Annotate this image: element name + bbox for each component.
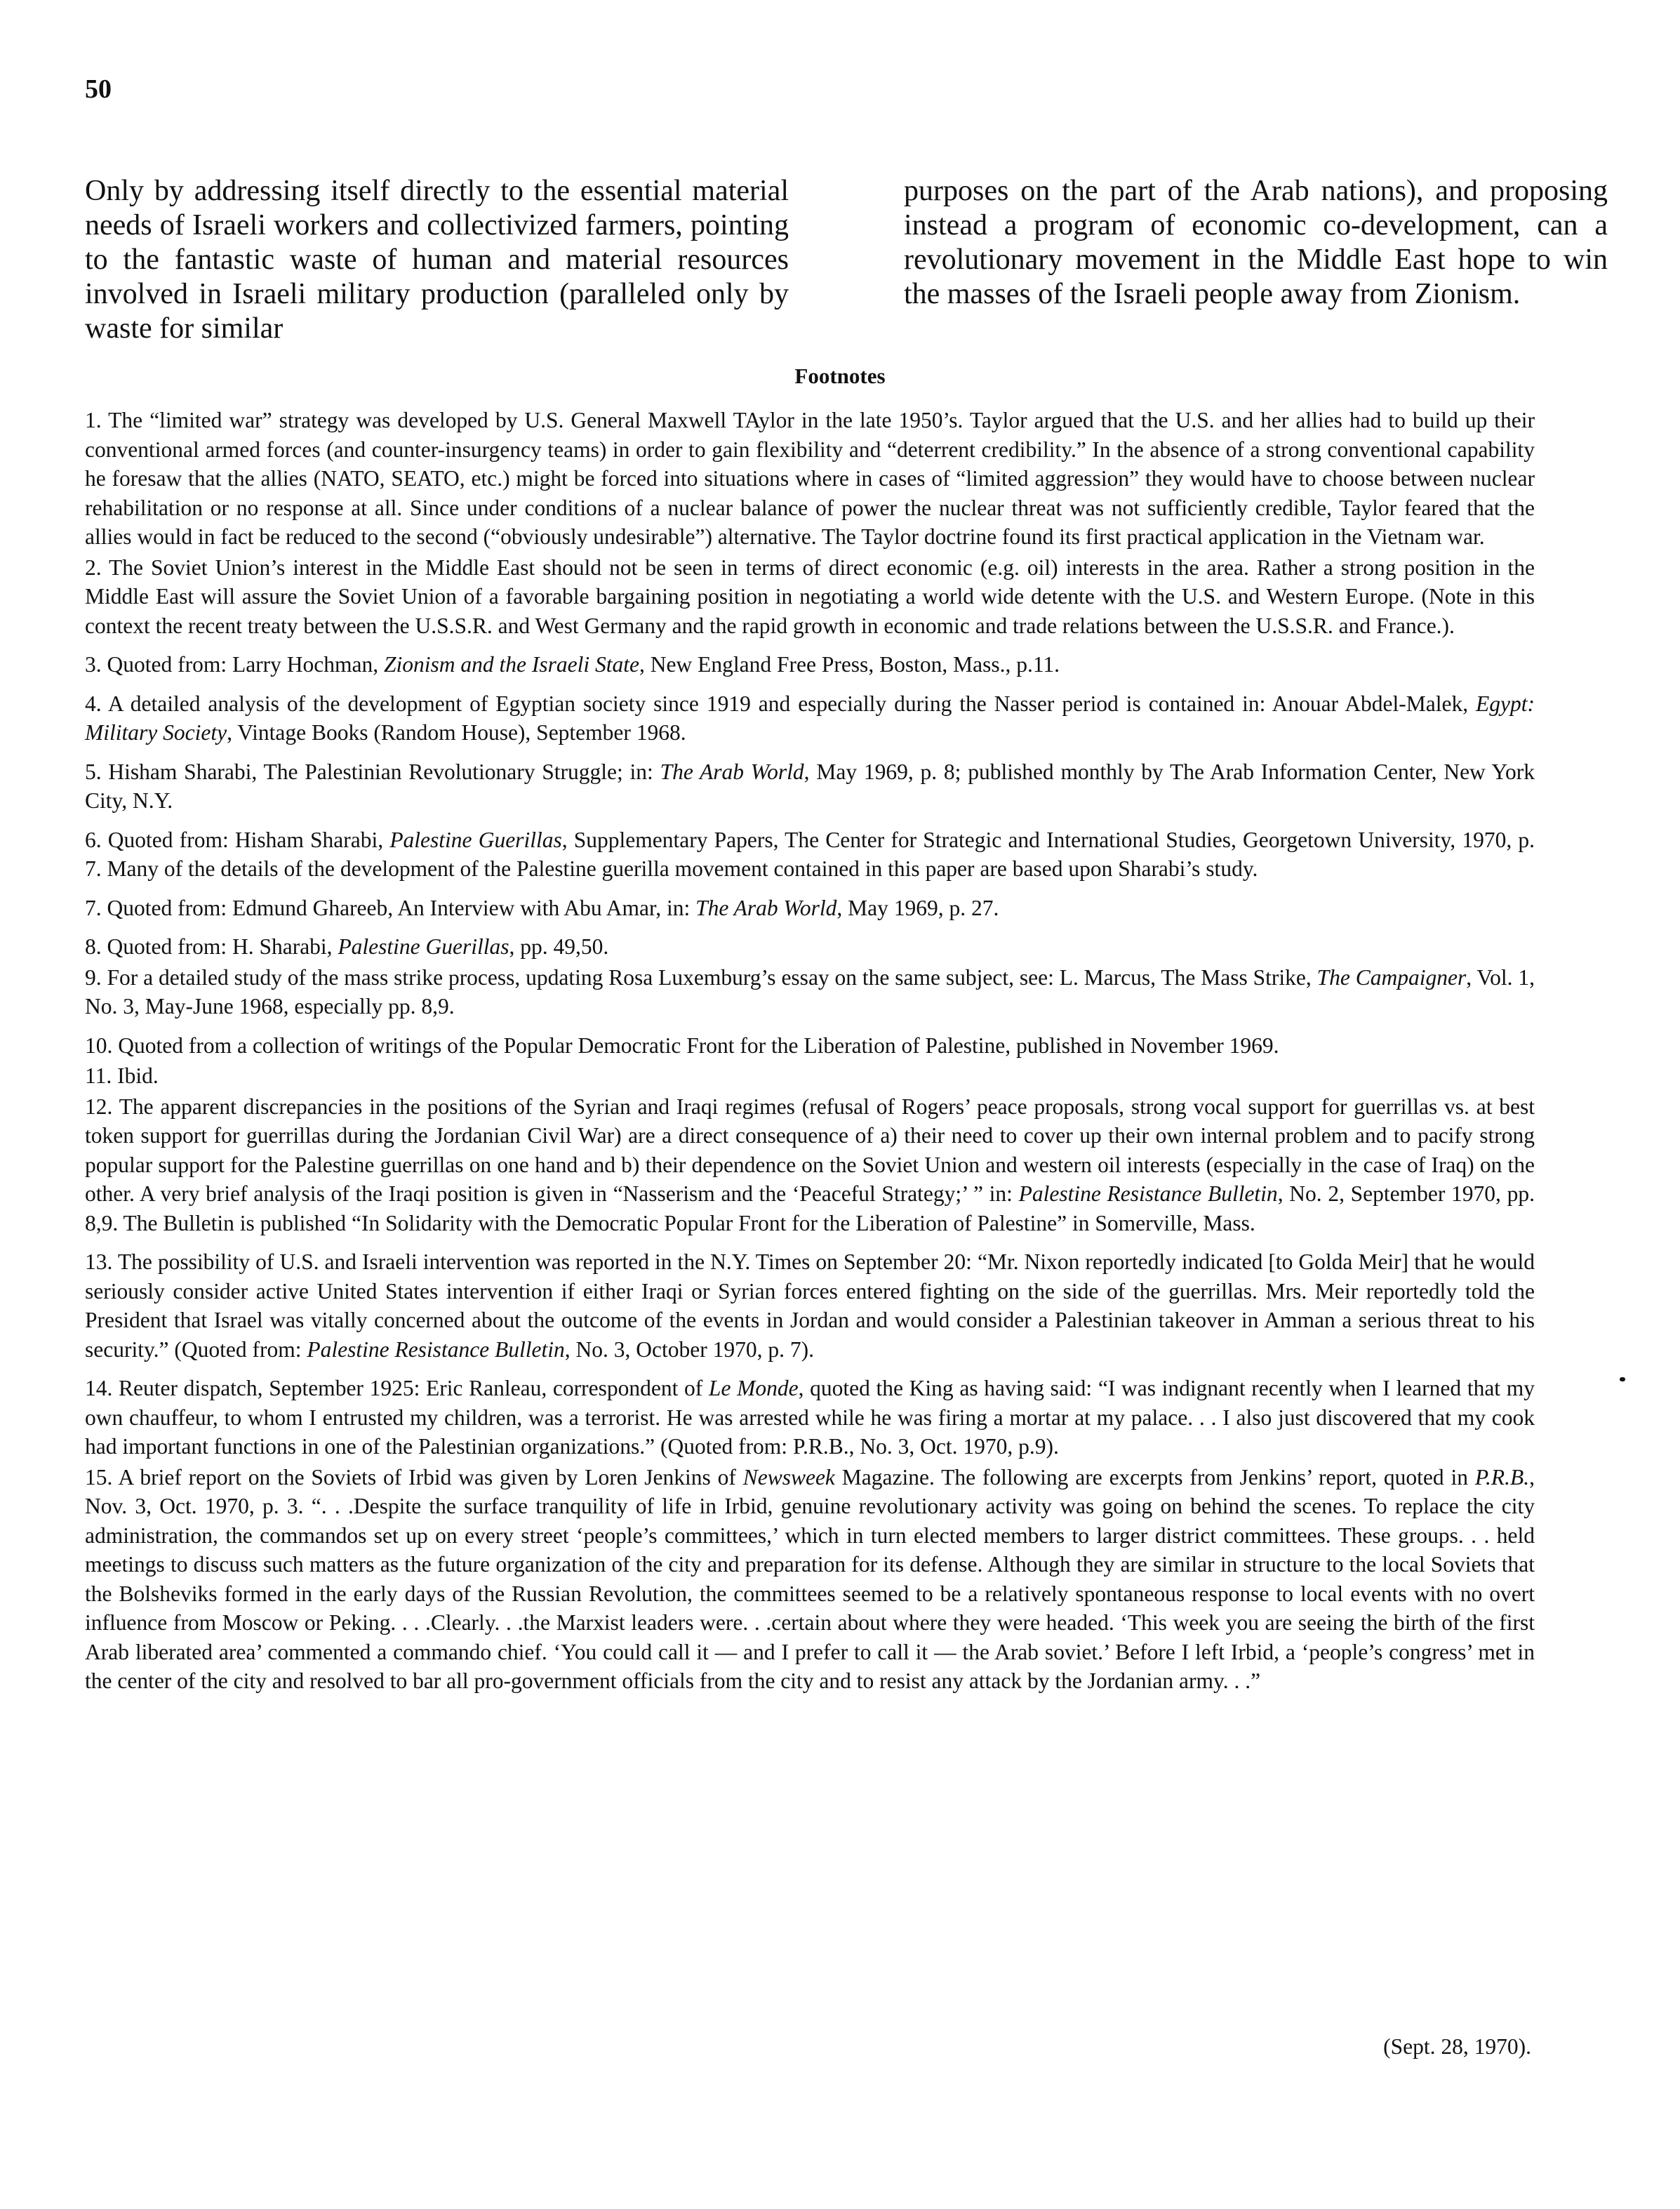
footnotes-list <box>85 406 1535 1706</box>
body-right-column: purposes on the part of the Arab nations), and proposing instead a program of economic co-development, can a revolutionary movement in the Middle East hope to win the masses of the Israeli people away from Zionism. <box>904 175 1608 310</box>
footnote-7: 7. Quoted from: Edmund Ghareeb, An Interview with Abu Amar, in: The Arab World, May 1969, p. 27. <box>85 895 999 920</box>
footnote-9: 9. For a detailed study of the mass strike process, updating Rosa Luxemburg’s essay on the same subject, see: L. Marcus, The Mass Strike, The Campaigner, Vol. 1, No. 3, May-June 1968, especially pp. 8,9. <box>85 964 1535 1019</box>
footnote-6: 6. Quoted from: Hisham Sharabi, Palestine Guerillas, Supplementary Papers, The Center for Strategic and International Studies, Georgetown University, 1970, p. 7. Many of the details of the development of the Palestine guerilla movement contained in this paper are based upon Sharabi’s study. <box>85 827 1535 881</box>
footnotes-heading: Footnotes <box>794 364 886 388</box>
citation-title: Zionism and the Israeli State <box>384 652 640 677</box>
footnote-2: 2. The Soviet Union’s interest in the Middle East should not be seen in terms of direct economic (e.g. oil) interests in the area. Rather a strong position in the Middle East will assure the Soviet Union of a favorable bargaining position in negotiating a world wide detente with the U.S. and Western Europe. (Note in this context the recent treaty between the U.S.S.R. and West Germany and the rapid growth in economic and trade relations between the U.S.S.R. and France.). <box>85 555 1535 638</box>
citation-title: P.R.B. <box>1474 1464 1530 1490</box>
citation-title: Newsweek <box>742 1464 835 1490</box>
citation-title: Egypt: Military Society <box>85 691 1535 745</box>
footnote-10: 10. Quoted from a collection of writings of the Popular Democratic Front for the Liberation of Palestine, published in November 1969. <box>85 1033 1279 1058</box>
footnote-4: 4. A detailed analysis of the development of Egyptian society since 1919 and especially during the Nasser period is contained in: Anouar Abdel-Malek, Egypt: Military Society, Vintage Books (Random House), September 1968. <box>85 691 1535 745</box>
citation-title: The Arab World <box>695 895 837 920</box>
footnote-3: 3. Quoted from: Larry Hochman, Zionism and the Israeli State, New England Free Press, Boston, Mass., p.11. <box>85 652 1060 677</box>
citation-title: Palestine Guerillas <box>338 934 509 959</box>
citation-title: Le Monde <box>708 1376 799 1400</box>
footnote-13: 13. The possibility of U.S. and Israeli intervention was reported in the N.Y. Times on September 20: “Mr. Nixon reportedly indicated [to Golda Meir] that he would seriously consider active United States intervention if either Iraqi or Syrian forces entered fighting on the side of the guerrillas. Mrs. Meir reportedly told the President that Israel was vitally concerned about the outcome of the events in Jordan and would consider a Palestinian takeover in Amman a serious threat to his security.” (Quoted from: Palestine Resistance Bulletin, No. 3, October 1970, p. 7). <box>85 1249 1535 1362</box>
footnote-11: 11. Ibid. <box>85 1063 159 1088</box>
footnote-5: 5. Hisham Sharabi, The Palestinian Revolutionary Struggle; in: The Arab World, May 1969, p. 8; published monthly by The Arab Information Center, New York City, N.Y. <box>85 759 1535 813</box>
citation-title: Palestine Guerillas <box>389 827 562 852</box>
footnote-15: 15. A brief report on the Soviets of Irbid was given by Loren Jenkins of Newsweek Magazine. The following are excerpts from Jenkins’ report, quoted in P.R.B., Nov. 3, Oct. 1970, p. 3. “. . .Despite the surface tranquility of life in Irbid, genuine revolutionary activity was going on behind the scenes. To replace the city administration, the commandos set up on every street ‘people’s committees,’ which in turn elected members to larger district committees. These groups. . . held meetings to discuss such matters as the future organization of the city and preparation for its defense. Although they are similar in structure to the local Soviets that the Bolsheviks formed in the early days of the Russian Revolution, the committees seemed to be a relatively spontaneous response to local events with no overt influence from Moscow or Peking. . . .Clearly. . .the Marxist leaders were. . .certain about where they were headed. ‘This week you are seeing the birth of the first Arab liberated area’ commented a commando chief. ‘You could call it — and I prefer to call it — the Arab soviet.’ Before I left Irbid, a ‘people’s congress’ met in the center of the city and resolved to bar all pro-government officials from the city and to resist any attack by the Jordanian army. . .” <box>85 1464 1535 1693</box>
footnote-14: 14. Reuter dispatch, September 1925: Eric Ranleau, correspondent of Le Monde, quoted the King as having said: “I was indignant recently when I learned that my own chauffeur, to whom I entrusted my children, was a terrorist. He was arrested while he was firing a mortar at my palace. . . I also just discovered that my cook had important functions in one of the Palestinian organizations.” (Quoted from: P.R.B., No. 3, Oct. 1970, p.9). <box>85 1376 1535 1459</box>
citation-title: The Arab World <box>660 759 804 784</box>
body-left-column: Only by addressing itself directly to the essential material needs of Israeli workers and collectivized farmers, pointing to the fantastic waste of human and material resources involved in Israeli military production (paralleled only by waste for similar <box>85 175 789 345</box>
date-signoff: (Sept. 28, 1970). <box>1383 2034 1531 2059</box>
citation-title: The Campaigner <box>1316 964 1467 990</box>
footnote-8: 8. Quoted from: H. Sharabi, Palestine Guerillas, pp. 49,50. <box>85 934 609 959</box>
citation-title: Palestine Resistance Bulletin <box>307 1336 565 1362</box>
citation-title: Palestine Resistance Bulletin <box>1018 1181 1278 1206</box>
body-columns <box>85 174 1608 346</box>
scan-mark <box>1620 1377 1625 1381</box>
footnote-12: 12. The apparent discrepancies in the positions of the Syrian and Iraqi regimes (refusal of Rogers’ peace proposals, strong vocal support for guerrillas vs. at best token support for guerrillas during the Jordanian Civil War) are a direct consequence of a) their need to cover up their own internal problem and to pacify strong popular support for the Palestine guerrillas on one hand and b) their dependence on the Soviet Union and western oil interests (especially in the case of Iraq) on the other. A very brief analysis of the Iraqi position is given in “Nasserism and the ‘Peaceful Strategy;’ ” in: Palestine Resistance Bulletin, No. 2, September 1970, pp. 8,9. The Bulletin is published “In Solidarity with the Democratic Popular Front for the Liberation of Palestine” in Somerville, Mass. <box>85 1094 1535 1235</box>
footnote-1: 1. The “limited war” strategy was developed by U.S. General Maxwell TAylor in the late 1950’s. Taylor argued that the U.S. and her allies had to build up their conventional armed forces (and counter-insurgency teams) in order to gain flexibility and “deterrent credibility.” In the absence of a strong conventional capability he foresaw that the allies (NATO, SEATO, etc.) might be forced into situations where in cases of “limited aggression” they would have to choose between nuclear rehabilitation or no response at all. Since under conditions of a nuclear balance of power the nuclear threat was not sufficiently credible, Taylor feared that the allies would in fact be reduced to the second (“obviously undesirable”) alternative. The Taylor doctrine found its first practical application in the Vietnam war. <box>85 408 1535 549</box>
page-number: 50 <box>85 74 112 104</box>
